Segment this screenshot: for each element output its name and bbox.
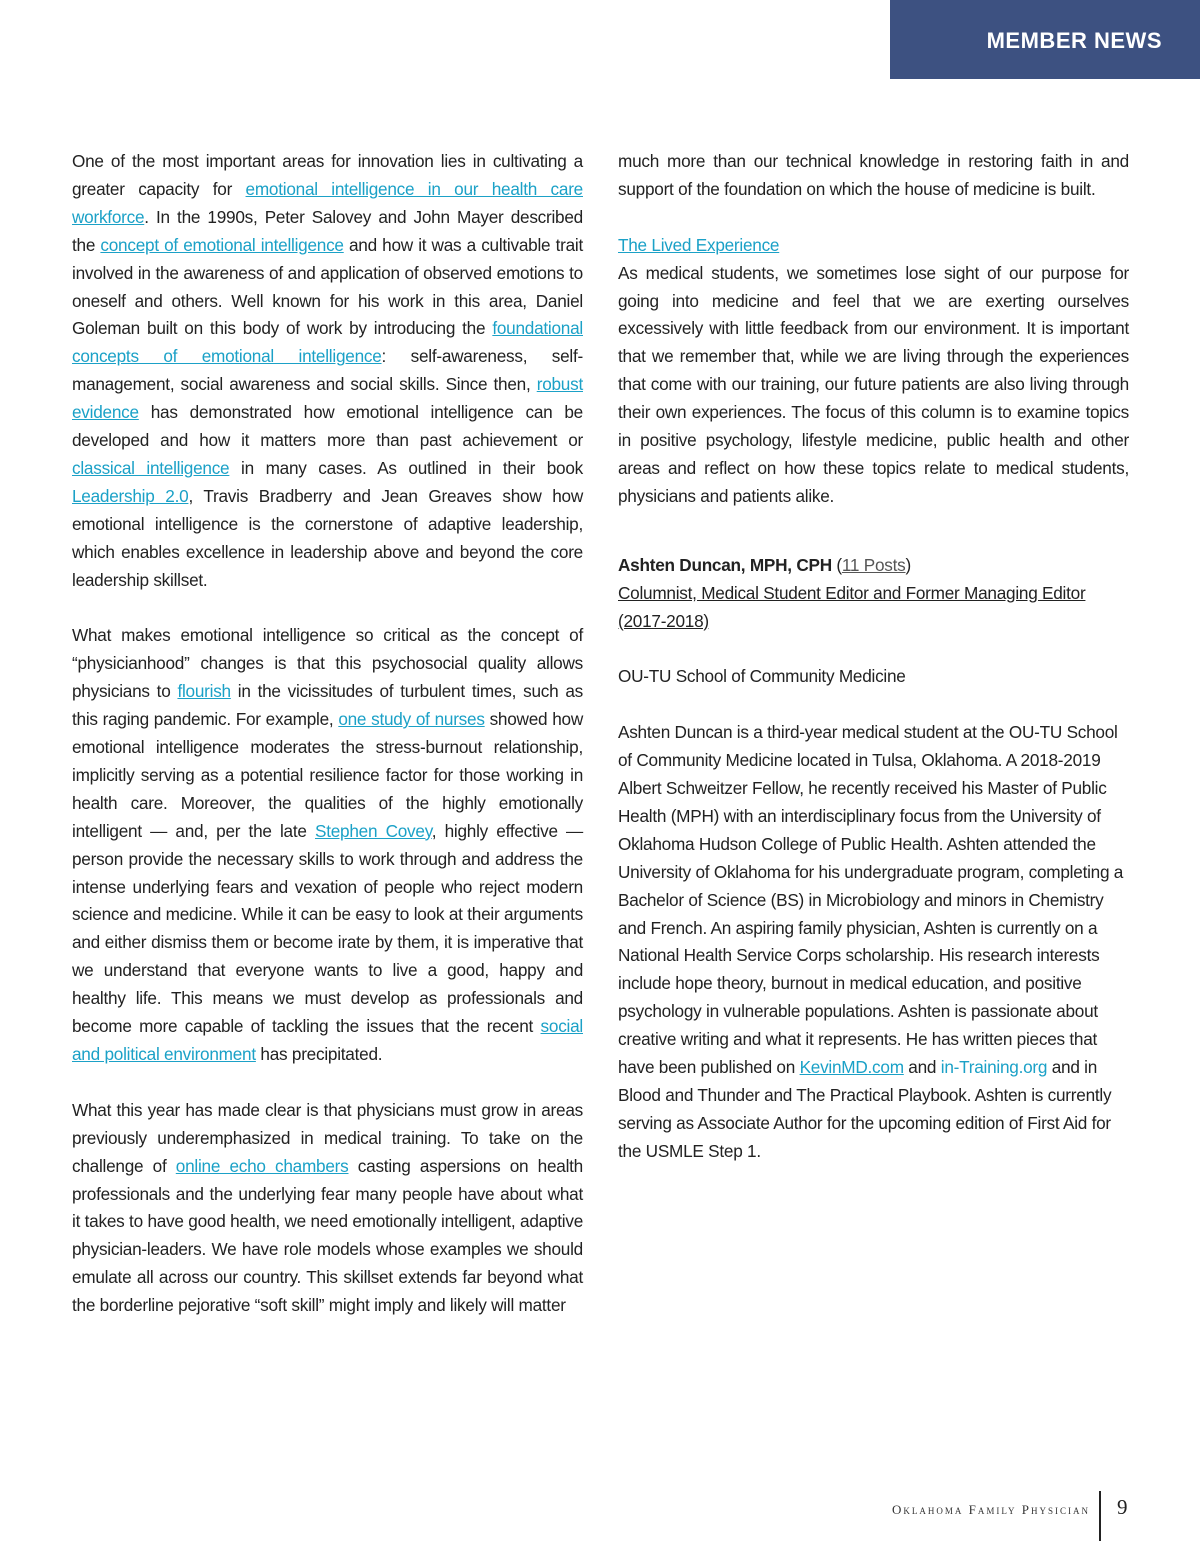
author-affiliation: OU-TU School of Community Medicine [618, 666, 906, 687]
author-role-wrap [618, 580, 1129, 636]
link-foundational-concepts[interactable]: foundational concepts of emotional intelligence [72, 318, 583, 367]
text-run: in many cases. As outlined in their book [229, 457, 583, 478]
text-run: : self-awareness, self-management, social awareness and social skills. Since then, [72, 346, 583, 395]
text-run: in the vicissitudes of turbulent times, such as this raging pandemic. For example, [72, 681, 583, 730]
text-run: , Travis Bradberry and Jean Greaves show how emotional intelligence is the cornerstone of adaptive leadership, which enables excellence in leadership above and beyond the core leadership skillset. [72, 485, 584, 590]
text-run: has demonstrated how emotional intelligence can be developed and how it matters more than past achievement or [72, 402, 583, 451]
paragraph-2 [72, 622, 583, 1069]
text-run: and how it was a cultivable trait involved in the awareness of and application of observed emotions to oneself and others. Well known for his work in this area, Daniel Goleman built on this body of work by introducing the [72, 234, 584, 339]
text-run: . In the 1990s, Peter Salovey and John Mayer described the [72, 206, 583, 255]
author-posts-link[interactable]: 11 Posts [841, 554, 906, 575]
paragraph-1 [72, 148, 583, 595]
left-column [72, 148, 583, 1320]
section-heading-wrap [618, 232, 1129, 260]
publication-title: Oklahoma Family Physician [892, 1502, 1090, 1517]
text-run: has precipitated. [255, 1043, 383, 1064]
text-run: and [903, 1057, 941, 1078]
link-flourish[interactable]: flourish [177, 681, 231, 702]
page-number: 9 [1117, 1495, 1128, 1519]
link-robust-evidence[interactable]: robust evidence [72, 374, 583, 423]
paragraph-3 [72, 1097, 583, 1320]
text-run: What makes emotional intelligence so critical as the concept of “physicianhood” changes is that this psychosocial quality allows physicians to [72, 625, 583, 702]
text-run: casting aspersions on health professionals and the underlying fear many people have about what it takes to have good health, we need emotionally intelligent, adaptive physician-leaders. We have role models whose examples we should emulate all across our country. This skillset extends far beyond what the borderline pejorative “soft skill” might imply and likely will matter [72, 1155, 583, 1316]
author-role-link[interactable]: Columnist, Medical Student Editor and Former Managing Editor (2017-2018) [618, 582, 1086, 631]
section-label: MEMBER NEWS [986, 27, 1162, 53]
section-heading-lived-experience[interactable]: The Lived Experience [618, 234, 780, 255]
link-online-echo-chambers[interactable]: online echo chambers [175, 1155, 349, 1176]
section-banner [890, 0, 1200, 79]
page-footer [0, 1491, 1200, 1541]
text-run: One of the most important areas for innovation lies in cultivating a greater capacity for [72, 151, 583, 199]
link-ei-workforce[interactable]: emotional intelligence in our health care workforce [72, 178, 583, 227]
paren: ( [831, 554, 842, 575]
link-study-of-nurses[interactable]: one study of nurses [338, 709, 485, 730]
paren: ) [905, 554, 911, 575]
author-bio [618, 719, 1129, 1166]
link-social-political-environment[interactable]: social and political environment [72, 1016, 583, 1064]
link-stephen-covey[interactable]: Stephen Covey [315, 820, 432, 841]
link-in-training[interactable]: in-Training.org [940, 1057, 1048, 1078]
author-line [618, 552, 1129, 580]
link-classical-intelligence[interactable]: classical intelligence [72, 457, 230, 478]
link-ei-concept[interactable]: concept of emotional intelligence [100, 234, 344, 255]
text-run: What this year has made clear is that physicians must grow in areas previously underemphasized in medical training. To take on the challenge of [72, 1099, 583, 1176]
right-column [618, 148, 1129, 1166]
text-run: showed how emotional intelligence moderates the stress-burnout relationship, implicitly serving as a potential resilience factor for those working in health care. Moreover, the qualities of the highly emotionally intelligent — and, per the late [72, 709, 583, 841]
link-kevinmd[interactable]: KevinMD.com [799, 1057, 904, 1078]
footer-divider [1099, 1491, 1101, 1541]
text-run: Ashten Duncan is a third-year medical student at the OU-TU School of Community Medicine located in Tulsa, Oklahoma. A 2018-2019 Albert Schweitzer Fellow, he recently received his Master of Public Health (MPH) with an interdisciplinary focus from the University of Oklahoma Hudson College of Public Health. Ashten attended the University of Oklahoma for his undergraduate program, completing a Bachelor of Science (BS) in Microbiology and minors in Chemistry and French. An aspiring family physician, Ashten is currently on a National Health Service Corps scholarship. His research interests include hope theory, burnout in medical education, and positive psychology in vulnerable populations. Ashten is passionate about creative writing and what it represents. He has written pieces that have been published on [618, 722, 1124, 1078]
text-run: and in Blood and Thunder and The Practical Playbook. Ashten is currently serving as Associate Author for the upcoming edition of First Aid for the USMLE Step 1. [618, 1057, 1112, 1161]
text-run: , highly effective — person provide the necessary skills to work through and address the intense underlying fears and vexation of people who reject modern science and medicine. While it can be easy to look at their arguments and either dismiss them or become irate by them, it is imperative that we understand that everyone wants to live a good, happy and healthy life. This means we must develop as professionals and become more capable of tackling the issues that the recent [72, 820, 583, 1037]
link-leadership-2[interactable]: Leadership 2.0 [72, 485, 189, 506]
author-name: Ashten Duncan, MPH, CPH [618, 554, 832, 575]
paragraph-continued: much more than our technical knowledge in restoring faith in and support of the foundation on which the house of medicine is built. [618, 151, 1129, 199]
paragraph-lived-experience: As medical students, we sometimes lose sight of our purpose for going into medicine and feel that we are exerting ourselves excessively with little feedback from our environment. It is important that we remember that, while we are living through the experiences that come with our training, our future patients are also living through their own experiences. The focus of this column is to examine topics in positive psychology, lifestyle medicine, public health and other areas and reflect on how these topics relate to medical students, physicians and patients alike. [618, 262, 1129, 506]
